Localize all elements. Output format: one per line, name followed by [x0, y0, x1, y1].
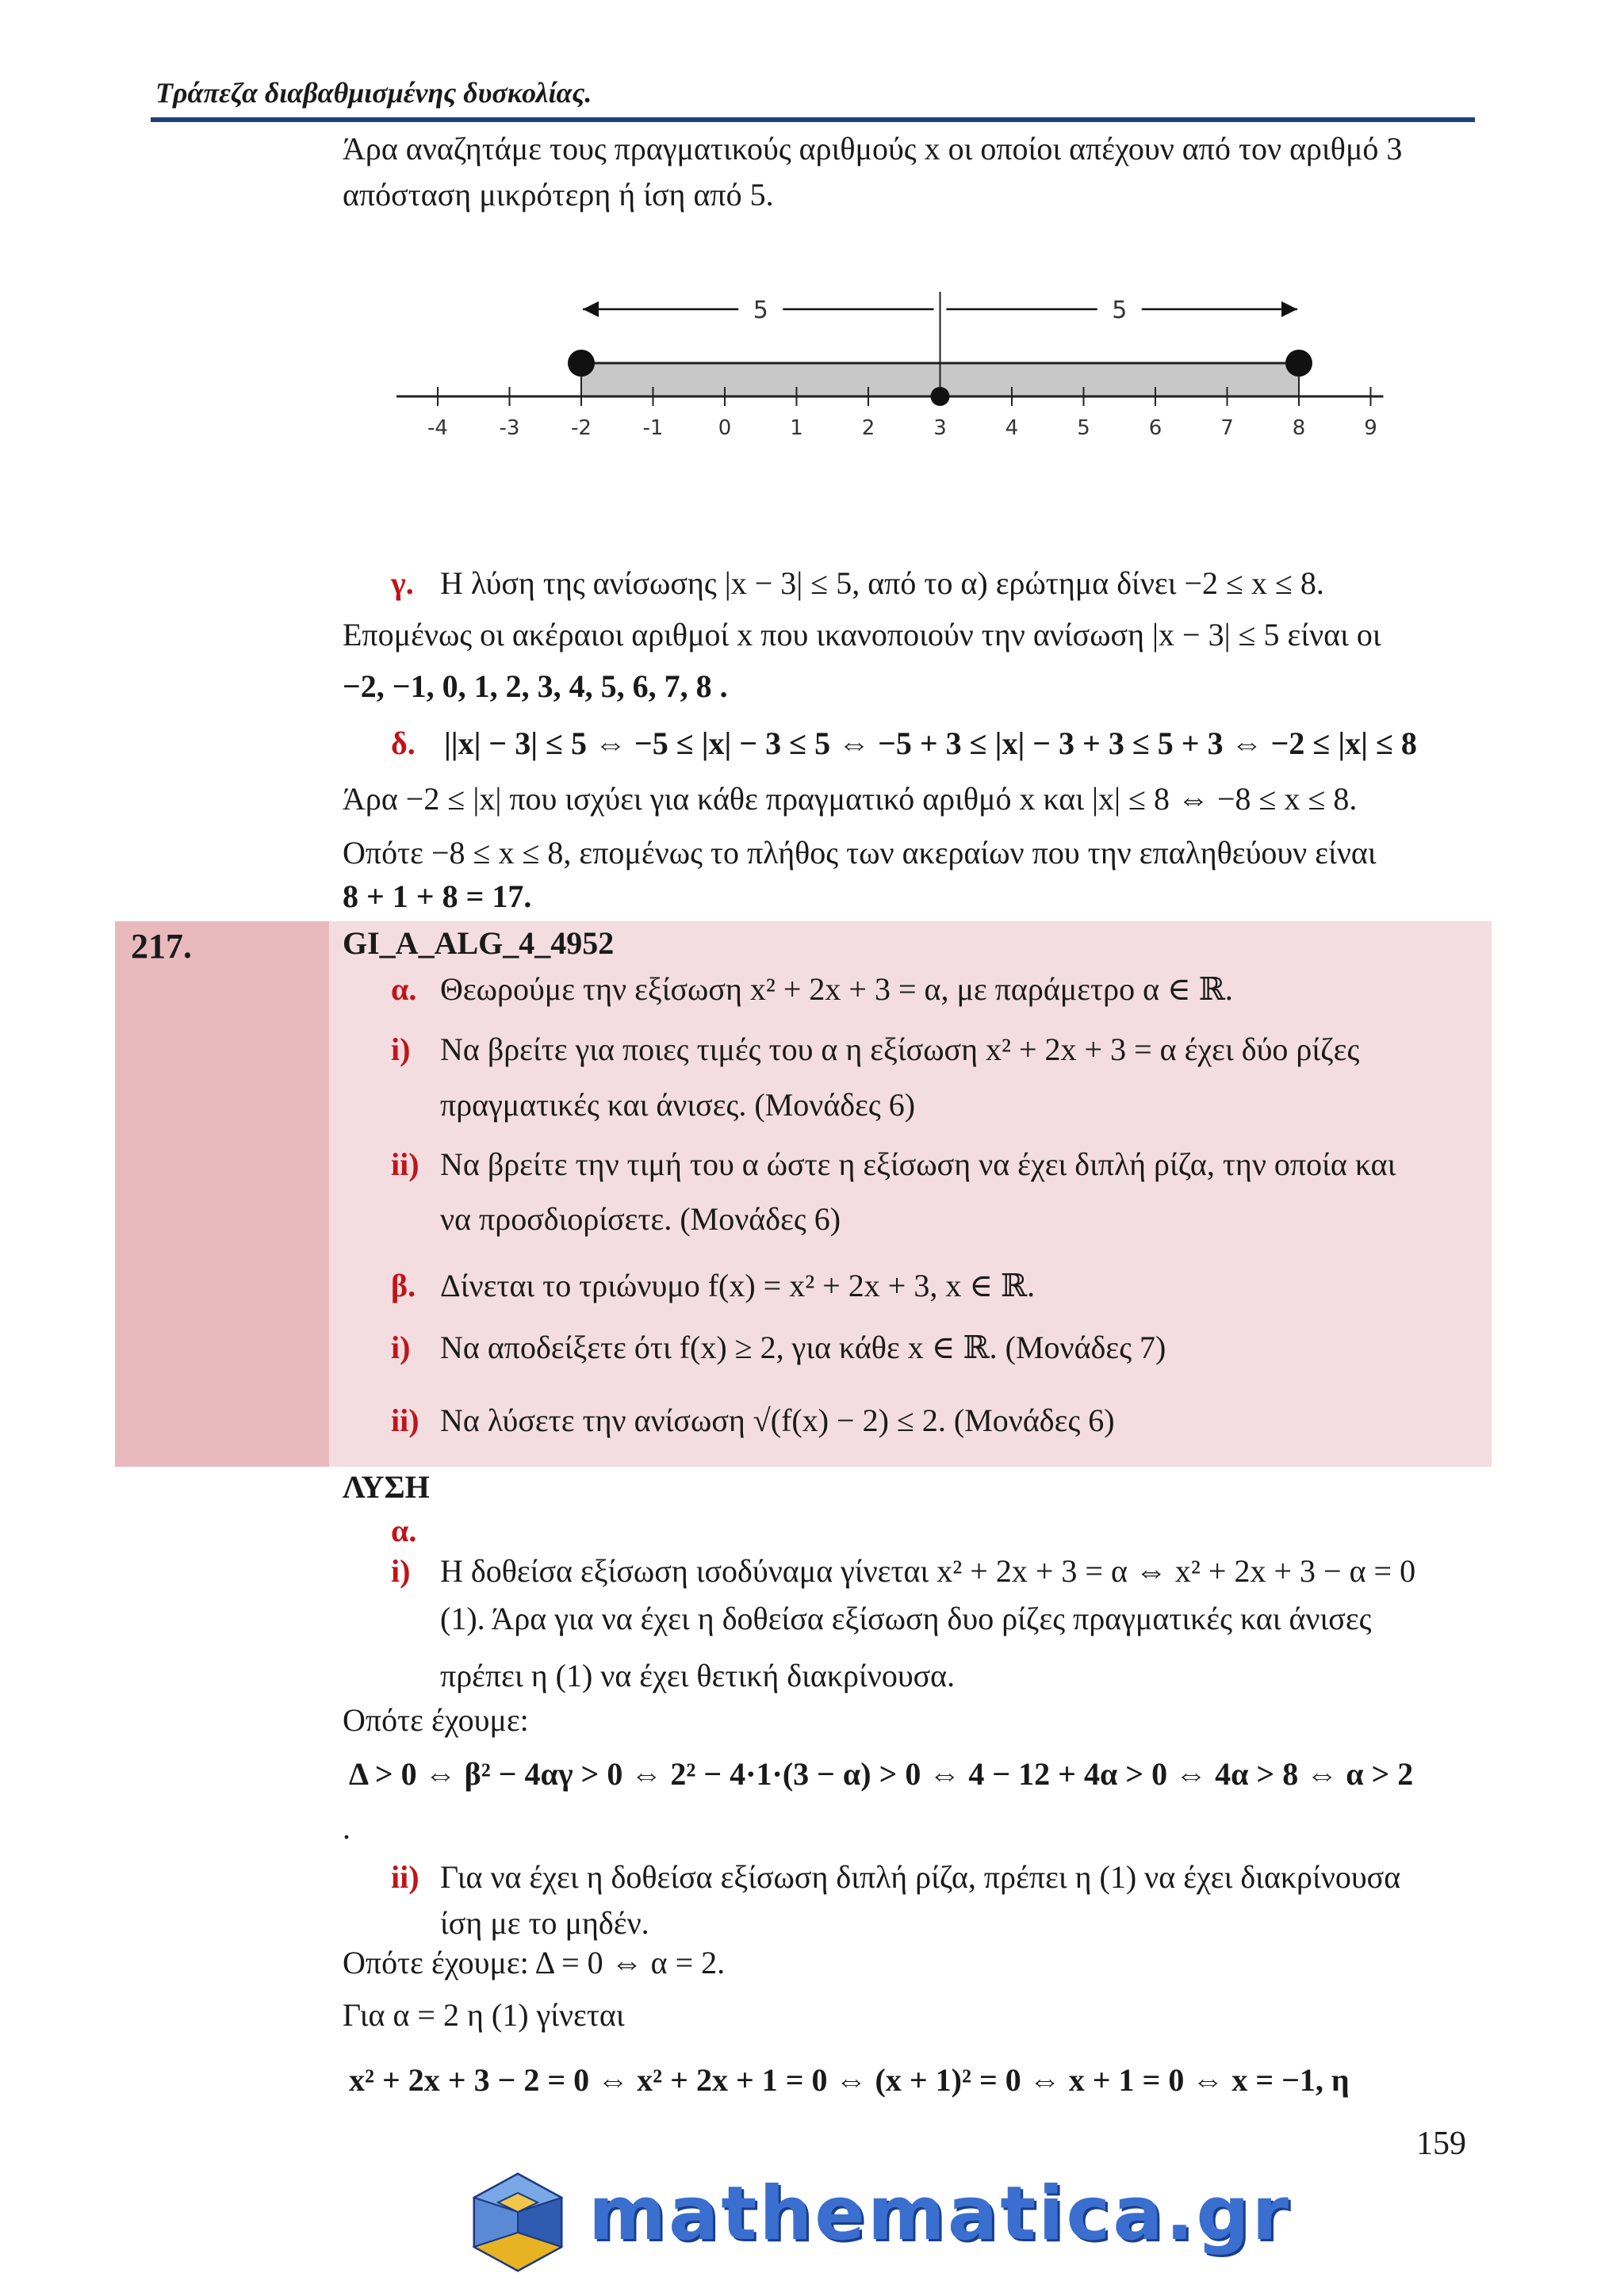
endpoint-dot-left — [568, 350, 595, 377]
intro-line-1: Άρα αναζητάμε τους πραγματικούς αριθμούς x οι οποίοι απέχουν από τον αριθμό 3 — [343, 131, 1403, 166]
sol-i-line-2: (1). Άρα για να έχει η δοθείσα εξίσωση δυο ρίζες πραγματικές και άνισες — [440, 1601, 1372, 1636]
left-distance-arrow-head — [583, 301, 599, 317]
sol-i-line-3: πρέπει η (1) να έχει θετική διακρίνουσα. — [440, 1658, 956, 1693]
center-dot — [931, 387, 950, 406]
tick-label-4: 4 — [1005, 416, 1019, 440]
part-d-line-2: Άρα −2 ≤ |x| που ισχύει για κάθε πραγματικό αριθμό x και |x| ≤ 8 ⇔ −8 ≤ x ≤ 8. — [343, 781, 1358, 817]
left-distance-label: 5 — [753, 297, 768, 324]
tick-label-3: 3 — [933, 416, 947, 440]
ex-b-ii-marker: ii) — [391, 1402, 419, 1438]
ex-a-text: Θεωρούμε την εξίσωση x² + 2x + 3 = α, με παράμετρο α ∈ ℝ. — [440, 971, 1233, 1007]
tick-label--3: -3 — [499, 416, 520, 440]
part-d-line-3: Οπότε −8 ≤ x ≤ 8, επομένως το πλήθος των ακεραίων που την επαληθεύουν είναι — [343, 835, 1377, 871]
ex-a-ii-line-1: Να βρείτε την τιμή του α ώστε η εξίσωση να έχει διπλή ρίζα, την οποία και — [440, 1146, 1396, 1182]
right-distance-label: 5 — [1112, 297, 1128, 324]
page-number: 159 — [1416, 2126, 1466, 2162]
ex-a-marker: α. — [391, 971, 417, 1007]
tick-label--1: -1 — [642, 416, 664, 440]
part-d-line-4: 8 + 1 + 8 = 17. — [343, 878, 532, 914]
right-distance-arrow-head — [1281, 301, 1297, 317]
part-c-marker: γ. — [391, 565, 414, 601]
ex-a-i-line-1: Να βρείτε για ποιες τιμές του α η εξίσωση x² + 2x + 3 = α έχει δύο ρίζες — [440, 1031, 1360, 1067]
sol-ii-marker: ii) — [391, 1859, 419, 1895]
tick-label-5: 5 — [1077, 416, 1090, 440]
ex-b-marker: β. — [391, 1268, 416, 1303]
sol-dot: . — [343, 1810, 350, 1846]
tick-label-1: 1 — [790, 416, 803, 440]
part-d-marker: δ. — [391, 725, 416, 761]
sol-for-line: Για α = 2 η (1) γίνεται — [343, 1997, 625, 2033]
tick-label-9: 9 — [1364, 416, 1377, 440]
ex-b-i-text: Να αποδείξετε ότι f(x) ≥ 2, για κάθε x ∈ ℝ. (Μονάδες 7) — [440, 1330, 1166, 1365]
ex-a-i-marker: i) — [391, 1031, 411, 1067]
sol-a-marker: α. — [391, 1513, 417, 1548]
exercise-code: GI_A_ALG_4_4952 — [343, 925, 615, 961]
tick-label--4: -4 — [427, 416, 448, 440]
tick-label-0: 0 — [718, 416, 732, 440]
ex-b-i-marker: i) — [391, 1330, 411, 1365]
tick-label-7: 7 — [1220, 416, 1234, 440]
polyhedron-logo-icon — [466, 2171, 569, 2274]
part-c-line-2: Επομένως οι ακέραιοι αριθμοί x που ικανοποιούν την ανίσωση |x − 3| ≤ 5 είναι οι — [343, 617, 1381, 652]
exercise-number-cell — [115, 921, 329, 1467]
endpoint-dot-right — [1285, 350, 1312, 377]
number-line-figure — [396, 277, 1396, 460]
sol-ii-line-2: ίση με το μηδέν. — [440, 1905, 649, 1941]
exercise-number: 217. — [131, 927, 192, 966]
header-rule — [151, 117, 1475, 122]
part-c-line-3: −2, −1, 0, 1, 2, 3, 4, 5, 6, 7, 8 . — [343, 668, 728, 704]
running-header: Τράπεζα διαβαθμισμένης δυσκολίας. — [155, 77, 592, 109]
site-logo-text: mathematica.gr — [588, 2171, 1292, 2257]
ex-a-ii-line-2: να προσδιορίσετε. (Μονάδες 6) — [440, 1201, 841, 1237]
sol-i-marker: i) — [391, 1553, 411, 1589]
sol-ii-line-1: Για να έχει η δοθείσα εξίσωση διπλή ρίζα, πρέπει η (1) να έχει διακρίνουσα — [440, 1859, 1401, 1895]
sol-final-line: x² + 2x + 3 − 2 = 0 ⇔ x² + 2x + 1 = 0 ⇔ (x + 1)² = 0 ⇔ x + 1 = 0 ⇔ x = −1, η — [349, 2062, 1350, 2098]
sol-so-we-have: Οπότε έχουμε: — [343, 1702, 529, 1738]
ex-b-ii-text: Να λύσετε την ανίσωση √(f(x) − 2) ≤ 2. (Μονάδες 6) — [440, 1402, 1115, 1438]
intro-line-2: απόσταση μικρότερη ή ίση από 5. — [343, 177, 774, 212]
sol-so-line: Οπότε έχουμε: Δ = 0 ⇔ α = 2. — [343, 1945, 726, 1980]
ex-b-text: Δίνεται το τριώνυμο f(x) = x² + 2x + 3, x ∈ ℝ. — [440, 1268, 1036, 1303]
tick-label-6: 6 — [1148, 416, 1162, 440]
part-c-line-1: Η λύση της ανίσωσης |x − 3| ≤ 5, από το α) ερώτημα δίνει −2 ≤ x ≤ 8. — [440, 565, 1324, 601]
ex-a-i-line-2: πραγματικές και άνισες. (Μονάδες 6) — [440, 1087, 916, 1123]
tick-label--2: -2 — [571, 416, 592, 440]
ex-a-ii-marker: ii) — [391, 1146, 419, 1182]
part-d-line-1: ||x| − 3| ≤ 5 ⇔ −5 ≤ |x| − 3 ≤ 5 ⇔ −5 + 3 ≤ |x| − 3 + 3 ≤ 5 + 3 ⇔ −2 ≤ |x| ≤ 8 — [444, 725, 1417, 761]
tick-label-2: 2 — [861, 416, 875, 440]
solution-title: ΛΥΣΗ — [343, 1469, 430, 1505]
tick-label-8: 8 — [1292, 416, 1306, 440]
sol-delta-line: Δ > 0 ⇔ β² − 4αγ > 0 ⇔ 2² − 4·1·(3 − α) > 0 ⇔ 4 − 12 + 4α > 0 ⇔ 4α > 8 ⇔ α > 2 — [349, 1756, 1414, 1792]
sol-i-line-1: Η δοθείσα εξίσωση ισοδύναμα γίνεται x² + 2x + 3 = α ⇔ x² + 2x + 3 − α = 0 — [440, 1553, 1416, 1589]
